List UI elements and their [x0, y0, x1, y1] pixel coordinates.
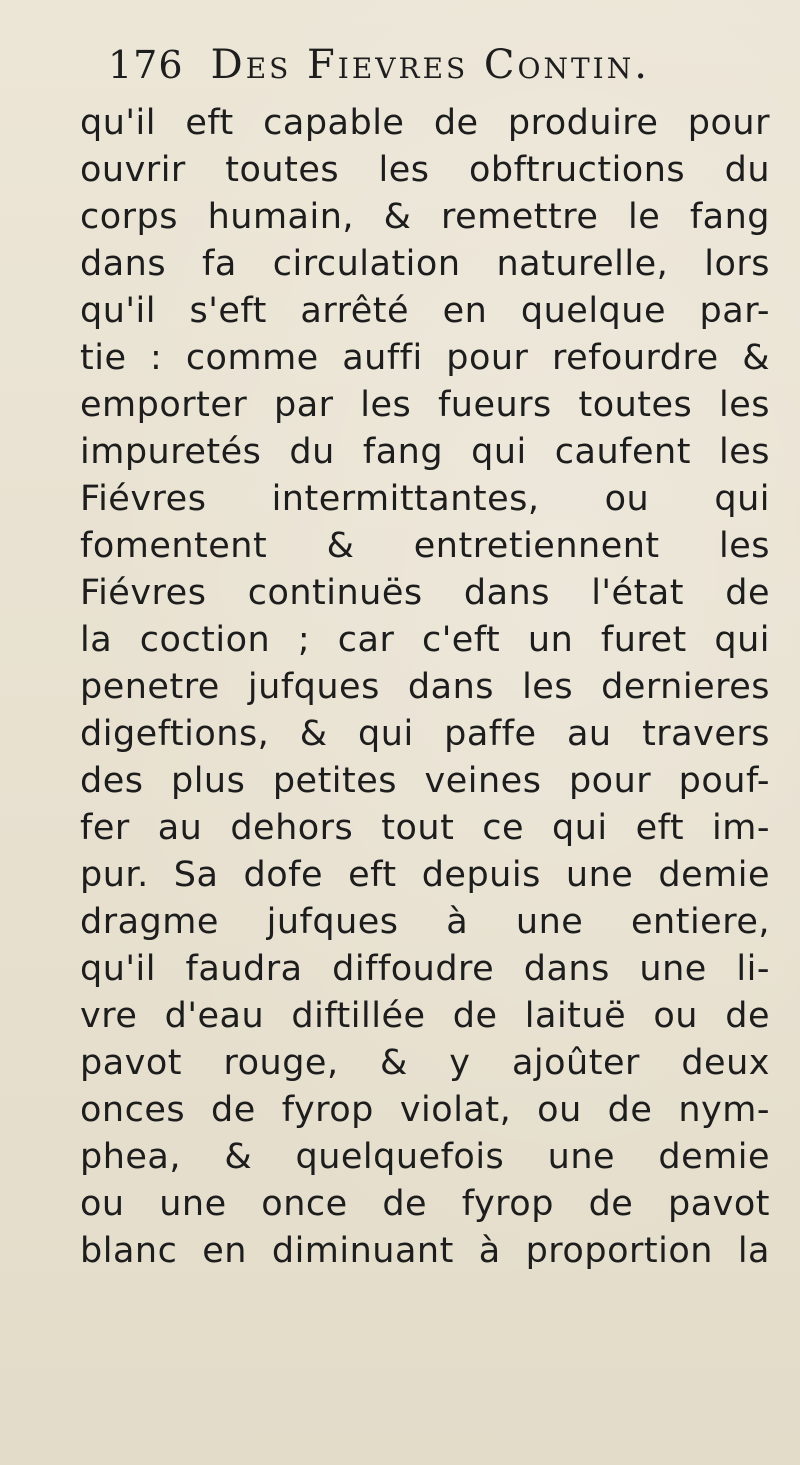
body-text — [80, 100, 770, 1275]
text-line: pur. Sa dofe eft depuis une demie — [80, 855, 770, 895]
text-line: ouvrir toutes les obftructions du — [80, 150, 770, 190]
text-line: Fiévres continuës dans l'état de — [80, 573, 770, 613]
text-line: ou une once de fyrop de pavot — [80, 1184, 770, 1224]
text-line: onces de fyrop violat, ou de nym- — [80, 1090, 770, 1130]
text-line: pavot rouge, & y ajoûter deux — [80, 1043, 770, 1083]
text-line: qu'il eft capable de produire pour — [80, 103, 770, 143]
text-line: des plus petites veines pour pouf- — [80, 761, 770, 801]
text-line: qu'il s'eft arrêté en quelque par- — [80, 291, 770, 331]
text-line: la coction ; car c'eft un furet qui — [80, 620, 770, 660]
text-line: fer au dehors tout ce qui eft im- — [80, 808, 770, 848]
text-line: corps humain, & remettre le fang — [80, 197, 770, 237]
text-line: impuretés du fang qui caufent les — [80, 432, 770, 472]
text-line: dragme jufques à une entiere, — [80, 902, 770, 942]
text-line: fomentent & entretiennent les — [80, 526, 770, 566]
running-head: Des Fievres Contin. — [210, 42, 650, 88]
text-line: emporter par les fueurs toutes les — [80, 385, 770, 425]
text-line: phea, & quelquefois une demie — [80, 1137, 770, 1177]
text-line: blanc en diminuant à proportion la — [80, 1231, 770, 1271]
text-line: qu'il faudra diffoudre dans une li- — [80, 949, 770, 989]
text-line: dans fa circulation naturelle, lors — [80, 244, 770, 284]
text-line: digeftions, & qui paffe au travers — [80, 714, 770, 754]
page-header — [108, 42, 708, 98]
page-number: 176 — [108, 43, 184, 87]
text-line: tie : comme auffi pour refourdre & — [80, 338, 770, 378]
text-line: vre d'eau diftillée de laituë ou de — [80, 996, 770, 1036]
text-line: penetre jufques dans les dernieres — [80, 667, 770, 707]
text-line: Fiévres intermittantes, ou qui — [80, 479, 770, 519]
